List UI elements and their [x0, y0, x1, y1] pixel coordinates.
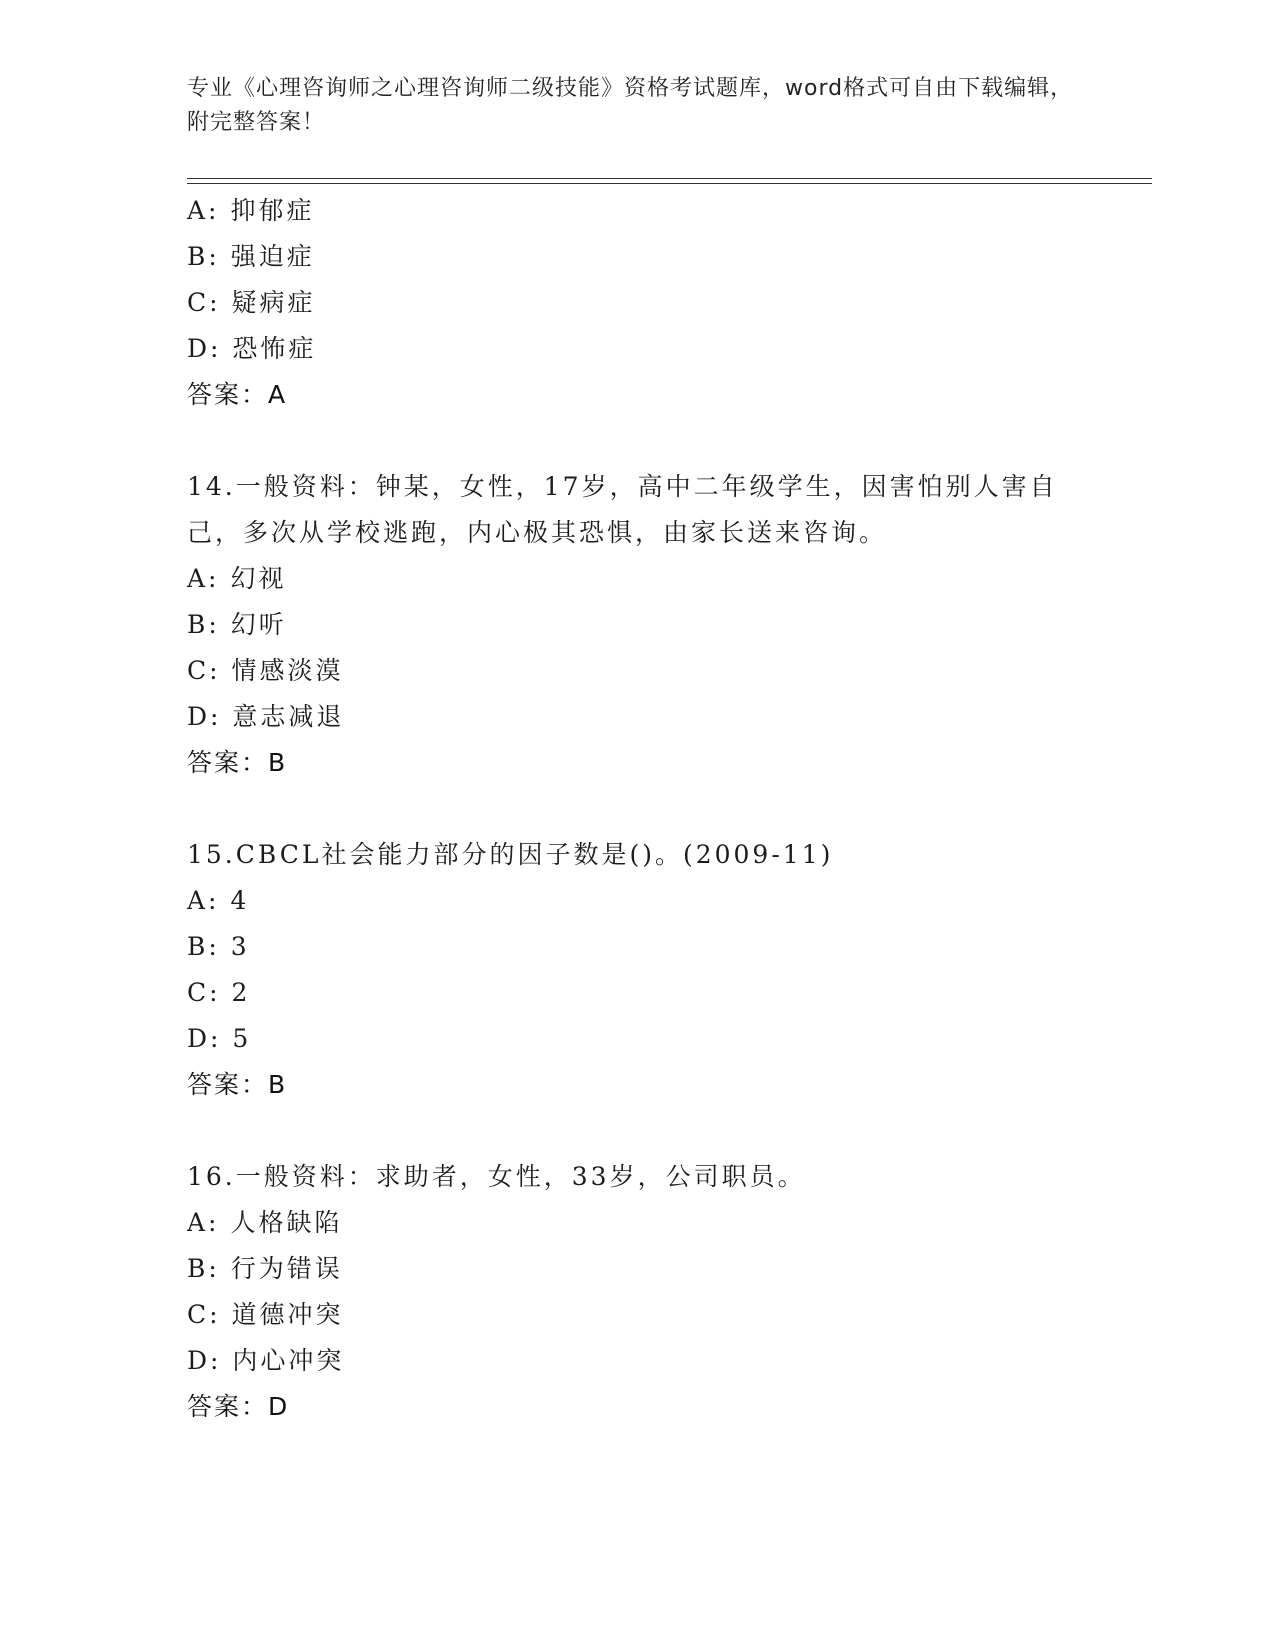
option-letter: A: — [187, 196, 220, 225]
question-list — [187, 188, 1147, 1430]
option-a — [187, 878, 1147, 924]
option-letter: C: — [187, 288, 221, 317]
question-13 — [187, 188, 1147, 418]
answer-line: 答案：A — [187, 380, 288, 409]
option-letter: C: — [187, 656, 221, 685]
option-b — [187, 924, 1147, 970]
option-a — [187, 188, 1147, 234]
option-letter: B: — [187, 610, 220, 639]
option-letter: C: — [187, 1300, 221, 1329]
option-text: 人格缺陷 — [230, 1208, 343, 1237]
option-text: 意志减退 — [232, 702, 345, 731]
answer-line: 答案：B — [187, 1070, 288, 1099]
option-text: 抑郁症 — [230, 196, 315, 225]
option-d — [187, 1338, 1147, 1384]
option-c — [187, 1292, 1147, 1338]
option-letter: A: — [187, 564, 220, 593]
option-d — [187, 694, 1147, 740]
option-text: 内心冲突 — [232, 1346, 345, 1375]
question-title: 16.一般资料：求助者，女性，33岁，公司职员。 — [187, 1162, 806, 1191]
option-text: 道德冲突 — [231, 1300, 344, 1329]
option-b — [187, 1246, 1147, 1292]
option-letter: B: — [187, 932, 220, 961]
option-d — [187, 1016, 1147, 1062]
option-c — [187, 280, 1147, 326]
option-letter: D: — [187, 1346, 222, 1375]
option-letter: B: — [187, 242, 220, 271]
option-letter: D: — [187, 1024, 222, 1053]
option-text: 恐怖症 — [232, 334, 317, 363]
question-title: 14.一般资料：钟某，女性，17岁，高中二年级学生，因害怕别人害自己，多次从学校逃跑，内心极其恐惧，由家长送来咨询。 — [187, 472, 1058, 547]
question-title: 15.CBCL社会能力部分的因子数是()。(2009-11) — [187, 840, 834, 869]
option-b — [187, 234, 1147, 280]
question-16 — [187, 1154, 1147, 1430]
answer-line: 答案：D — [187, 1392, 290, 1421]
option-a — [187, 1200, 1147, 1246]
option-b — [187, 602, 1147, 648]
question-15 — [187, 832, 1147, 1108]
option-d — [187, 326, 1147, 372]
option-text: 强迫症 — [230, 242, 315, 271]
option-text: 2 — [231, 978, 251, 1007]
header-divider-top — [187, 178, 1152, 179]
option-text: 幻听 — [230, 610, 287, 639]
option-c — [187, 648, 1147, 694]
spacer — [187, 418, 1147, 464]
option-text: 4 — [230, 886, 250, 915]
question-14 — [187, 464, 1147, 786]
option-letter: C: — [187, 978, 221, 1007]
document-header: 专业《心理咨询师之心理咨询师二级技能》资格考试题库，word格式可自由下载编辑，附完整答案！ — [187, 76, 1074, 135]
spacer — [187, 1108, 1147, 1154]
option-letter: D: — [187, 702, 222, 731]
option-a — [187, 556, 1147, 602]
header-divider-bottom — [187, 183, 1152, 184]
answer-line: 答案：B — [187, 748, 288, 777]
option-text: 情感淡漠 — [231, 656, 344, 685]
option-letter: D: — [187, 334, 222, 363]
option-text: 3 — [230, 932, 250, 961]
spacer — [187, 786, 1147, 832]
option-text: 行为错误 — [230, 1254, 343, 1283]
option-c — [187, 970, 1147, 1016]
option-letter: A: — [187, 886, 220, 915]
option-text: 疑病症 — [231, 288, 316, 317]
option-text: 5 — [232, 1024, 252, 1053]
option-letter: A: — [187, 1208, 220, 1237]
option-letter: B: — [187, 1254, 220, 1283]
option-text: 幻视 — [230, 564, 287, 593]
